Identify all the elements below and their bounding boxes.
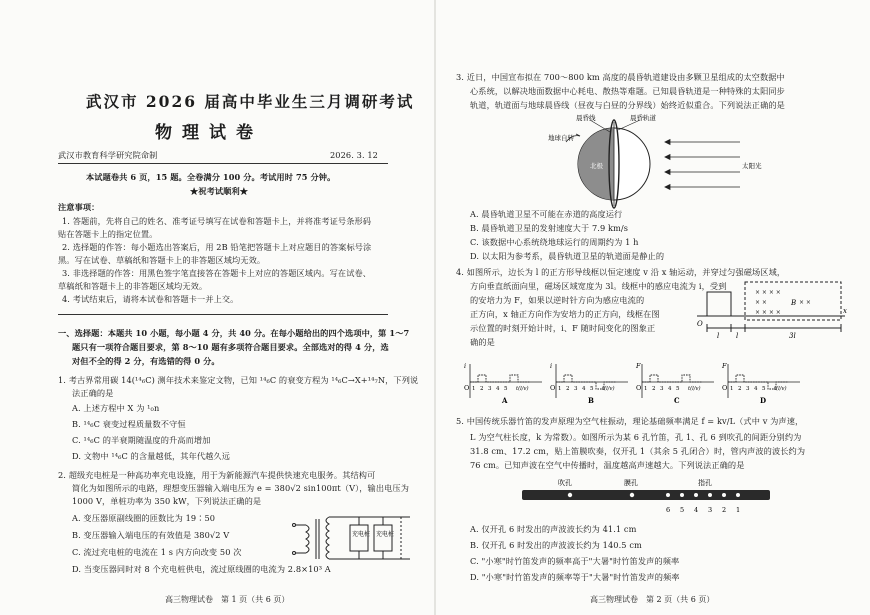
graph-curve — [642, 375, 702, 382]
hole-number: 6 — [666, 506, 671, 514]
option-label: B — [588, 396, 594, 405]
hole-number: 3 — [708, 506, 713, 514]
option-label: D — [760, 396, 767, 405]
q5-option-a: A. 仅开孔 6 时发出的声波波长约为 41.1 cm — [470, 524, 637, 534]
svg-text:× × × ×: × × × × — [755, 309, 781, 316]
field-label: B — [791, 299, 797, 307]
membrane-hole-label: 膜孔 — [624, 479, 638, 487]
q4-stem: 的安培力为 F，如果以逆时针方向为感应电流的 — [470, 295, 645, 305]
section-1-line: 对但不全的得 2 分，有选错的得 0 分。 — [72, 356, 220, 366]
hole-number: 4 — [694, 506, 699, 514]
q3-option-b: B. 晨昏轨道卫星的发射速度大于 7.9 km/s — [470, 223, 629, 233]
tick-label: 1 — [730, 386, 734, 392]
q3-option-c: C. 该数据中心系统绕地球运行的周期约为 1 h — [470, 237, 639, 247]
x-axis-label: x — [843, 307, 847, 315]
q3-stem: 3. 近日，中国宣布拟在 700～800 km 高度的晨昏轨道建设由多颗卫星组成的太空数据中 — [456, 72, 785, 82]
q1-option-a: A. 上述方程中 X 为 ¹₀n — [72, 403, 160, 413]
note-line: 1. 答题前，先将自己的姓名、准考证号填写在试卷和答题卡上，并将准考证号条形码 — [62, 216, 372, 226]
exam-info: 本试题卷共 6 页，15 题。全卷满分 100 分。考试用时 75 分钟。 — [86, 172, 336, 182]
header-rule — [58, 163, 388, 164]
q1-option-c: C. ¹⁴₆C 的半衰期随温度的升高而增加 — [72, 435, 211, 445]
origin-label: O — [697, 320, 703, 328]
north-pole-label: 北极 — [590, 162, 603, 170]
orbit-label: 晨昏轨道 — [630, 114, 656, 122]
loop-field-figure — [695, 280, 845, 345]
x-axis-label: t(l/v) — [602, 386, 615, 392]
q1-option-b: B. ¹⁴₆C 衰变过程质量数不守恒 — [72, 419, 186, 429]
origin-label: O — [464, 384, 470, 392]
tick-label: 3 — [746, 386, 750, 392]
tick-label: 4 — [496, 386, 500, 392]
subject-title: 物理试卷 — [155, 123, 263, 143]
q4-stem: 方向垂直纸面向里，磁场区域宽度为 3l。线框中的感应电流为 i，受到 — [470, 281, 727, 291]
tick-label: 2 — [738, 386, 742, 392]
terminator-label: 晨昏线 — [576, 114, 596, 122]
tick-label: 4 — [582, 386, 586, 392]
note-line: 4. 考试结束后，请将本试卷和答题卡一并上交。 — [62, 294, 239, 304]
good-luck: ★祝考试顺利★ — [190, 186, 249, 196]
page-footer: 高三物理试卷 第 2 页（共 6 页） — [590, 595, 715, 604]
q2-stem: 1000 V，单桩功率为 350 kW，下列说法正确的是 — [72, 496, 262, 506]
origin-label: O — [550, 384, 556, 392]
q5-option-b: B. 仅开孔 6 时发出的声波波长约为 140.5 cm — [470, 540, 642, 550]
page-footer: 高三物理试卷 第 1 页（共 6 页） — [165, 595, 290, 604]
origin-label: O — [722, 384, 728, 392]
tick-label: 1 — [472, 386, 476, 392]
page-2 — [440, 0, 870, 615]
q3-stem: 轨道，轨道面与地球晨昏线（昼夜与白昼的分界线）始终近似重合。下列说法正确的是 — [470, 100, 785, 110]
svg-text:× ×: × × — [755, 299, 767, 306]
tick-label: 2 — [480, 386, 484, 392]
l-label: l — [736, 332, 739, 340]
y-axis-label: i — [464, 362, 467, 370]
y-axis-label: F — [636, 362, 641, 370]
note-line: 贴在答题卡上的指定位置。 — [58, 229, 158, 239]
exam-title: 武汉市 2026 届高中毕业生三月调研考试 — [86, 92, 415, 111]
sunlight-label: 太阳光 — [742, 162, 762, 170]
notes-rule — [58, 314, 388, 315]
q5-option-d: D. "小寒"时竹笛发声的频率等于"大暑"时竹笛发声的频率 — [470, 572, 680, 582]
q1-option-d: D. 文物中 ¹⁴₆C 的含量越低，其年代越久远 — [72, 451, 231, 461]
issuer: 武汉市教育科学研究院命制 — [58, 150, 158, 160]
tick-label: 2 — [652, 386, 656, 392]
q5-stem: L 为空气柱长度，k 为常数）。如图所示为某 6 孔竹笛，孔 1、孔 6 到吹孔的间距分别约为 — [470, 432, 802, 442]
q2-stem: 简化为如图所示的电路，理想变压器输入端电压为 e = 380√2 sin100πt（V），输出电压为 — [72, 483, 409, 493]
q4-stem: 确的是 — [470, 337, 495, 347]
x-axis-label: t(l/v) — [688, 386, 701, 392]
tick-label: 5 — [504, 386, 508, 392]
note-line: 黑。写在试卷、草稿纸和答题卡上的非答题区域均无效。 — [58, 255, 266, 265]
tick-label: 2 — [566, 386, 570, 392]
page-1 — [0, 0, 430, 615]
option-label: C — [674, 396, 680, 405]
answer-graph-a — [462, 360, 544, 404]
q2-option-a: A. 变压器原副线圈的匝数比为 19∶50 — [72, 513, 216, 523]
q5-option-c: C. "小寒"时竹笛发声的频率高于"大暑"时竹笛发声的频率 — [470, 556, 680, 566]
dawn-dusk-orbit-figure — [530, 112, 770, 207]
graph-curve — [470, 375, 530, 382]
q4-stem: 示位置的时刻开始计时，i、F 随时间变化的图象正 — [470, 323, 656, 333]
note-line: 3. 非选择题的作答：用黑色签字笔直接答在答题卡上对应的答题区域内。写在试卷、 — [62, 268, 372, 278]
q2-option-c: C. 流过充电桩的电流在 1 s 内方向改变 50 次 — [72, 547, 242, 557]
q5-stem: 31.8 cm、17.2 cm，贴上笛膜吹奏，仅开孔 1（其余 5 孔闭合）时，管内声波的波长约为 — [470, 446, 806, 456]
l-label: l — [717, 332, 720, 340]
tick-label: 5 — [590, 386, 594, 392]
answer-graph-b — [548, 360, 630, 404]
q4-stem: 4. 如图所示，边长为 l 的正方形导线框以恒定速度 v 沿 x 轴运动，并穿过匀强磁场区域， — [456, 267, 786, 277]
hole-number: 2 — [722, 506, 727, 514]
x-axis-label: t(l/v) — [516, 386, 529, 392]
tick-label: 3 — [488, 386, 492, 392]
q2-option-b: B. 变压器输入端电压的有效值是 380√2 V — [72, 530, 230, 540]
tick-label: 3 — [660, 386, 664, 392]
answer-graph-d — [720, 360, 802, 404]
q2-stem: 2. 超级充电桩是一种高功率充电设施，用于为新能源汽车提供快速充电服务。其结构可 — [58, 470, 376, 480]
tick-label: 5 — [676, 386, 680, 392]
x-axis-label: t(l/v) — [774, 386, 787, 392]
tick-label: 1 — [558, 386, 562, 392]
hole-number: 5 — [680, 506, 685, 514]
origin-label: O — [636, 384, 642, 392]
charger-label: 充电桩 — [376, 531, 395, 538]
y-axis-label: F — [722, 362, 727, 370]
notes-heading: 注意事项： — [58, 202, 100, 212]
tick-label: 5 — [762, 386, 766, 392]
q5-stem: 5. 中国传统乐器竹笛的发声原理为空气柱振动，理论基础频率满足 f = kv/L（式中 v 为声速， — [456, 416, 804, 426]
exam-date: 2026. 3. 12 — [330, 150, 378, 160]
svg-text:× ×: × × — [799, 299, 811, 306]
three-l-label: 3l — [789, 332, 796, 340]
q3-option-d: D. 以太阳为参考系，晨昏轨道卫星的轨道面是静止的 — [470, 251, 665, 261]
q5-stem: 76 cm。已知声波在空气中传播时，温度越高声速越大。下列说法正确的是 — [470, 460, 745, 470]
q3-stem: 心系统，以解决地面数据中心耗电、散热等难题。已知晨昏轨道是一种特殊的太阳同步 — [470, 86, 785, 96]
tick-label: 4 — [754, 386, 758, 392]
note-line: 草稿纸和答题卡上的非答题区域均无效。 — [58, 281, 208, 291]
transformer-circuit-figure — [292, 505, 422, 575]
tick-label: 4 — [668, 386, 672, 392]
option-label: A — [502, 396, 508, 405]
rotation-label: 地球自转 — [548, 134, 574, 142]
hole-number: 1 — [736, 506, 741, 514]
tick-label: 3 — [574, 386, 578, 392]
bamboo-flute-figure — [520, 476, 780, 520]
q1-stem: 1. 考古界常用碳 14(¹⁴₆C) 测年技术来鉴定文物，已知 ¹⁴₆C 的衰变方程为 ¹⁴₆C→X+¹⁴₇N，下列说 — [58, 375, 419, 385]
page-fold — [434, 0, 436, 615]
q4-stem: 正方向，x 轴正方向作为安培力的正方向，线框在图 — [470, 309, 660, 319]
note-line: 2. 选择题的作答：每小题选出答案后，用 2B 铅笔把答题卡上对应题目的答案标号涂 — [62, 242, 372, 252]
y-axis-label: i — [550, 362, 553, 370]
q3-option-a: A. 晨昏轨道卫星不可能在赤道的高度运行 — [470, 209, 623, 219]
q2-option-d: D. 当变压器同时对 8 个充电桩供电，流过原线圈的电流为 2.8×10³ A — [72, 564, 331, 574]
finger-hole-label: 指孔 — [698, 479, 712, 487]
blow-hole-label: 吹孔 — [558, 479, 572, 487]
answer-graph-c — [634, 360, 716, 404]
tick-label: 1 — [644, 386, 648, 392]
q1-stem: 法正确的是 — [72, 388, 114, 398]
section-1-line: 一、选择题：本题共 10 小题，每小题 4 分，共 40 分。在每小题给出的四个选项中，第 1～7 — [58, 328, 410, 338]
section-1-line: 题只有一项符合题目要求，第 8～10 题有多项符合题目要求。全部选对的得 4 分，选 — [72, 342, 389, 352]
svg-text:× × × ×: × × × × — [755, 289, 781, 296]
charger-label: 充电桩 — [352, 531, 371, 538]
